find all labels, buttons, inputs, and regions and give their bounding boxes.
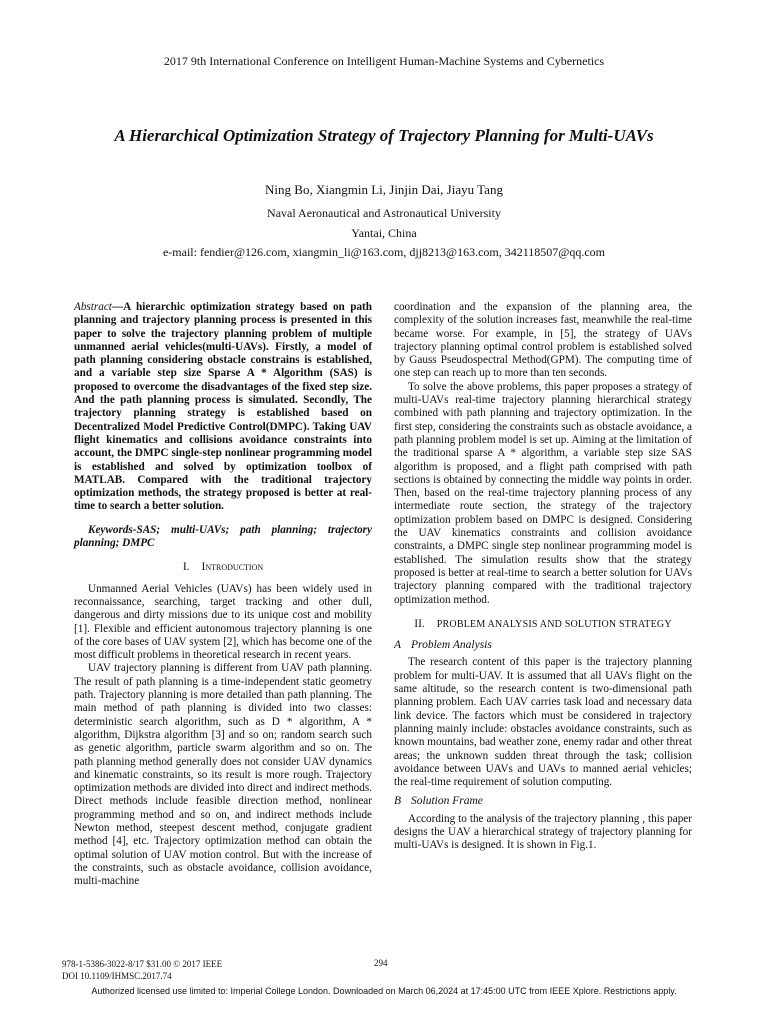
affiliation: Naval Aeronautical and Astronautical University (267, 206, 501, 220)
email-line: e-mail: fendier@126.com, xiangmin_li@163.com, djj8213@163.com, 342118507@qq.com (162, 245, 606, 259)
section-number: II. (414, 617, 425, 630)
section-title: PROBLEM ANALYSIS AND SOLUTION STRATEGY (436, 618, 672, 630)
section-number: I. (182, 561, 190, 574)
section-heading-introduction (74, 561, 372, 574)
location: Yantai, China (351, 226, 417, 240)
right-column (394, 301, 692, 853)
keywords: Keywords-SAS; multi-UAVs; path planning; trajectory planning; DMPC (74, 523, 372, 550)
subsection-heading (394, 795, 692, 808)
license-notice: Authorized licensed use limited to: Imperial College London. Downloaded on March 06,2024 at 17:45:00 UTC from IEEE Xplore. Restrictions apply. (91, 986, 677, 996)
paragraph: To solve the above problems, this paper proposes a strategy of multi-UAVs real-time trajectory planning hierarchical strategy combined with path planning and trajectory optimization. In the first step, considering the constraints such as obstacle avoidance, a path planning problem model is set up. Aiming at the limitation of the traditional sparse A * algorithm, a variable step size SAS algorithm is proposed, and a flight path comprised with path sections is obtained by connecting the middle way points in order. Then, based on the real-time trajectory planning process of any intermediate route section, the strategy of the trajectory optimization problem based on DMPC is designed. Considering the UAV kinematics constraints and collision avoidance constraints, a DMPC single step nonlinear programming model is established. The simulation results show that the strategy proposed is better at real-time to search a better solution for UAVs trajectory planning compared with the traditional trajectory optimization method. (394, 380, 692, 606)
paragraph: The research content of this paper is the trajectory planning problem for multi-UAV. It is assumed that all UAVs flight on the same altitude, so the research content is two-dimensional path planning problem. Each UAV carries task load and necessary data link device. The factors which must be considered in trajectory planning mainly include: obstacles avoidance constraints, such as known mountains, bad weather zone, enemy radar and other threat areas; the unknown sudden threat through the task; collision avoidance between UAVs and UAVs to manned aerial vehicles; the real-time requirement of solution computing. (394, 656, 692, 789)
subsection-title: Problem Analysis (411, 639, 492, 652)
abstract-text: —A hierarchic optimization strategy based on path planning and trajectory planning process is presented in this paper to solve the trajectory planning problem of multiple unmanned aerial vehicles(multi-UAVs). Firstly, a model of path planning considering obstacle constrains is established, and a variable step size Sparse A * Algorithm (SAS) is proposed to overcome the disadvantages of the fixed step size. And the path planning process is simulated. Secondly, The trajectory planning strategy is established based on Decentralized Model Predictive Control(DMPC). Taking UAV flight kinematics and collisions avoidance constraints into account, the DMPC single-step nonlinear programming model is established and solved by optimization toolbox of MATLAB. Compared with the traditional trajectory optimization methods, the strategy proposed is better at real-time to search a better solution. (74, 301, 372, 513)
paragraph: UAV trajectory planning is different from UAV path planning. The result of path planning is a time-independent static geometry path. Trajectory planning is more detailed than path planning. The main method of path planning is divided into two classes: deterministic search algorithm, such as D * algorithm, A * algorithm, Dijkstra algorithm [3] and so on; random search such as genetic algorithm, particle swarm algorithm and so on. The path planning method generally does not consider UAV dynamics and kinematic constraints, so its result is more rough. Trajectory optimization methods are divided into direct and indirect methods. Direct methods include feasible direction method, nonlinear programming method and so on, and indirect methods include Newton method, steepest descent method, conjugate gradient method [4], etc. Trajectory optimization method can obtain the optimal solution of UAV motion control. But with the increase of the constraints, such as obstacle avoidance, collision avoidance, multi-machine (74, 662, 372, 888)
abstract (74, 301, 372, 514)
left-column (74, 301, 372, 888)
doi-line: DOI 10.1109/IHMSC.2017.74 (62, 971, 172, 981)
footer-identifiers (62, 958, 222, 982)
abstract-label: Abstract (74, 301, 112, 313)
subsection-heading (394, 639, 692, 652)
page-number: 294 (374, 958, 388, 968)
paragraph: According to the analysis of the trajectory planning , this paper designs the UAV a hierarchical strategy of trajectory planning for multi-UAVs is designed. It is shown in Fig.1. (394, 812, 692, 852)
paragraph: coordination and the expansion of the planning area, the complexity of the solution increases fast, meanwhile the real-time became worse. For example, in [5], the strategy of UAVs trajectory planning optimal control problem is established solved by Gauss Pseudospectral Method(GPM). The computing time of one step can reach up to more than ten seconds. (394, 301, 692, 380)
isbn-line: 978-1-5386-3022-8/17 $31.00 © 2017 IEEE (62, 959, 223, 969)
paper-title: A Hierarchical Optimization Strategy of Trajectory Planning for Multi-UAVs (114, 126, 654, 145)
section-heading-problem-analysis (394, 618, 692, 631)
paragraph: Unmanned Aerial Vehicles (UAVs) has been widely used in reconnaissance, searching, target tracking and other dull, dangerous and dirty missions due to its unique cost and mobility [1]. Flexible and efficient autonomous trajectory planning is one of the core bases of UAV system [2], which has become one of the most difficult problems in theoretical research in recent years. (74, 582, 372, 662)
subsection-title: Solution Frame (411, 795, 483, 808)
section-title: Introduction (201, 561, 264, 574)
conference-header: 2017 9th International Conference on Intelligent Human-Machine Systems and Cybernetics (163, 54, 605, 68)
authors: Ning Bo, Xiangmin Li, Jinjin Dai, Jiayu Tang (265, 182, 503, 197)
subsection-letter: A (394, 639, 402, 652)
subsection-letter: B (394, 795, 402, 808)
